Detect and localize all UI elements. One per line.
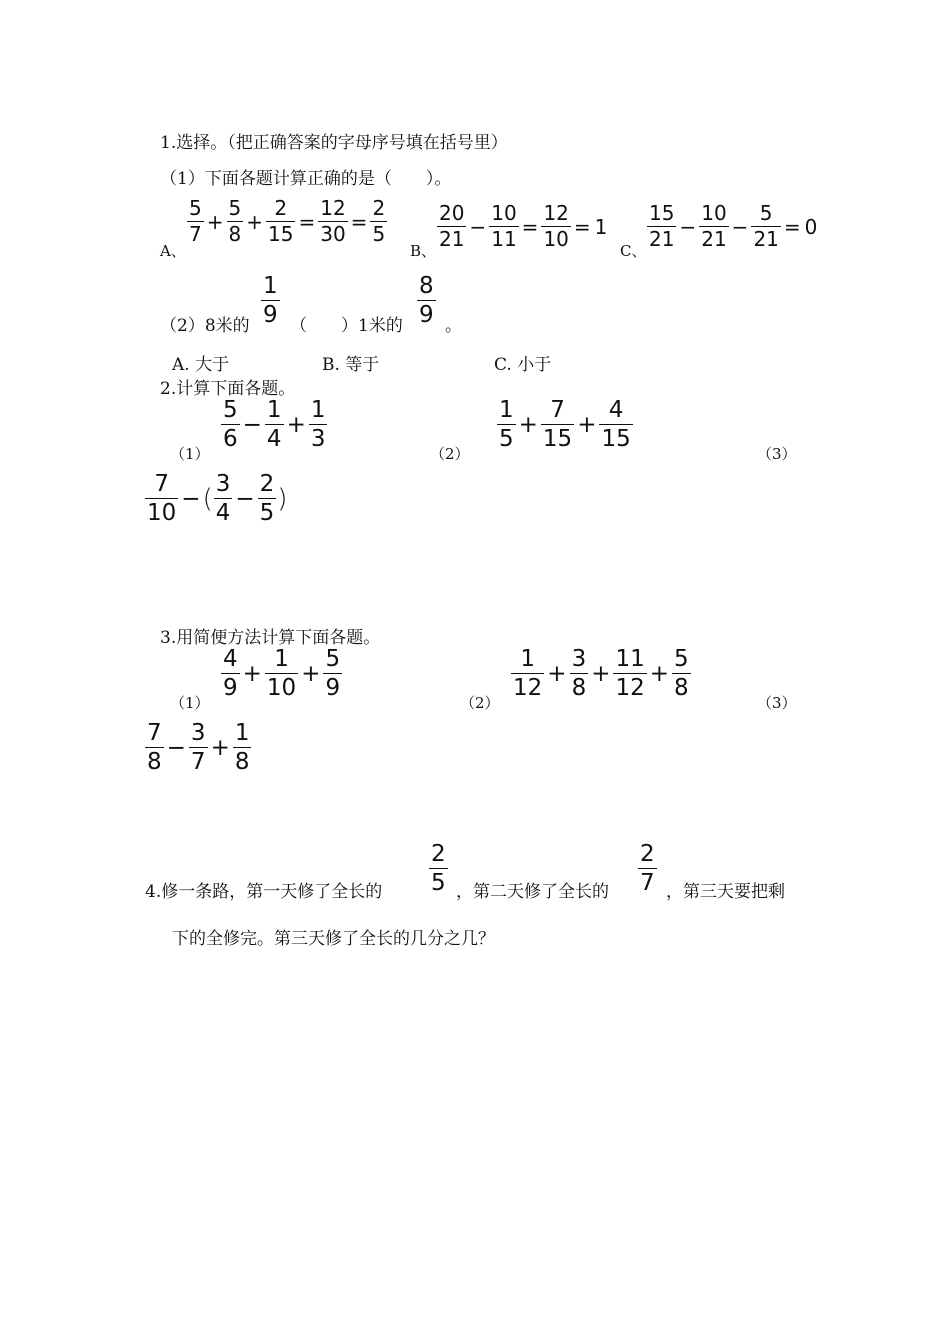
fraction: $\frac{11}{12}$ — [615, 646, 645, 702]
operator: + — [206, 209, 224, 234]
q1-option-b-letter: B、 — [410, 242, 437, 260]
fraction: $\frac{4}{15}$ — [601, 397, 631, 453]
q3-expression-2 — [510, 647, 692, 700]
fraction: $\frac{2}{5}$ — [431, 841, 446, 897]
fraction: $\frac{5}{8}$ — [674, 646, 689, 702]
fraction: $\frac{20}{21}$ — [439, 201, 465, 251]
fraction: $\frac{1}{9}$ — [263, 273, 278, 329]
fraction: $\frac{3}{4}$ — [215, 471, 231, 527]
operator: − — [469, 214, 487, 239]
fraction: $\frac{12}{30}$ — [320, 196, 346, 246]
fraction: $\frac{15}{21}$ — [649, 201, 675, 251]
q4-fraction-2 — [637, 842, 658, 895]
fraction: $\frac{1}{8}$ — [234, 720, 250, 776]
q2-label-1: （1） — [170, 445, 210, 463]
fraction: $\frac{3}{8}$ — [571, 646, 587, 702]
q3-label-3: （3） — [757, 694, 797, 712]
q1-sub2-choice-c: C. 小于 — [494, 355, 552, 375]
q4-text-part-3: ，第三天要把剩 — [666, 882, 785, 902]
operator: + — [246, 209, 263, 234]
result-value: 1 — [594, 214, 608, 239]
q1-sub2-middle: （ ）1米的 — [290, 316, 403, 336]
q4-text-part-2: ，第二天修了全长的 — [456, 882, 609, 902]
operator: = — [573, 214, 591, 239]
q3-expression-3 — [144, 721, 252, 774]
fraction: $\frac{5}{6}$ — [223, 397, 238, 453]
q1-option-a-expression — [186, 198, 388, 245]
operator: = — [521, 214, 539, 239]
q2-expression-2 — [496, 398, 634, 451]
operator: − — [181, 485, 201, 512]
q1-sub2-prefix: （2）8米的 — [160, 316, 250, 336]
fraction: $\frac{10}{11}$ — [491, 201, 517, 251]
fraction: $\frac{5}{21}$ — [753, 201, 779, 251]
q2-label-3: （3） — [757, 445, 797, 463]
right-parenthesis: ) — [277, 483, 288, 514]
operator: = — [350, 209, 368, 234]
fraction: $\frac{2}{7}$ — [640, 841, 655, 897]
operator: − — [731, 214, 749, 239]
q2-label-2: （2） — [430, 445, 470, 463]
fraction: $\frac{8}{9}$ — [419, 273, 434, 329]
fraction: $\frac{1}{5}$ — [499, 397, 514, 453]
fraction: $\frac{1}{10}$ — [266, 646, 297, 702]
operator: + — [301, 660, 321, 687]
operator: − — [166, 734, 186, 761]
operator: + — [518, 411, 538, 438]
fraction: $\frac{5}{7}$ — [189, 196, 202, 246]
q3-expression-1 — [220, 647, 343, 700]
fraction: $\frac{7}{8}$ — [147, 720, 162, 776]
operator: + — [547, 660, 567, 687]
fraction: $\frac{3}{7}$ — [190, 720, 206, 776]
fraction: $\frac{12}{10}$ — [543, 201, 569, 251]
fraction: $\frac{10}{21}$ — [701, 201, 727, 251]
operator: + — [210, 734, 230, 761]
q2-title: 2.计算下面各题。 — [160, 379, 296, 399]
operator: − — [679, 214, 697, 239]
q1-option-c-letter: C、 — [620, 242, 647, 260]
fraction: $\frac{5}{9}$ — [325, 646, 341, 702]
q4-fraction-1 — [428, 842, 449, 895]
fraction: $\frac{1}{3}$ — [310, 397, 326, 453]
fraction: $\frac{1}{4}$ — [266, 397, 282, 453]
fraction: $\frac{2}{5}$ — [372, 196, 386, 246]
fraction: $\frac{2}{5}$ — [259, 471, 275, 527]
q2-expression-1 — [220, 398, 328, 451]
q1-sub2-choice-b: B. 等于 — [322, 355, 380, 375]
operator: + — [649, 660, 670, 687]
q4-text-part-1: 4.修一条路，第一天修了全长的 — [145, 882, 383, 902]
q3-label-2: （2） — [460, 694, 500, 712]
fraction: $\frac{1}{12}$ — [513, 646, 543, 702]
fraction: $\frac{4}{9}$ — [223, 646, 238, 702]
q1-sub1-label: （1）下面各题计算正确的是（ ）。 — [160, 169, 452, 189]
fraction: $\frac{2}{15}$ — [268, 196, 294, 246]
q1-title: 1.选择。（把正确答案的字母序号填在括号里） — [160, 133, 508, 153]
operator: = — [298, 209, 316, 234]
q3-label-1: （1） — [170, 694, 210, 712]
operator: + — [286, 411, 306, 438]
operator: − — [242, 411, 262, 438]
operator: + — [242, 660, 262, 687]
q1-sub2-suffix: 。 — [445, 316, 462, 336]
left-parenthesis: ( — [202, 483, 213, 514]
q1-sub2-fraction-1 — [260, 274, 281, 327]
operator: + — [577, 411, 597, 438]
fraction: $\frac{5}{8}$ — [228, 196, 242, 246]
q1-sub2-fraction-2 — [416, 274, 437, 327]
q3-title: 3.用简便方法计算下面各题。 — [160, 628, 381, 648]
operator: = — [783, 214, 801, 239]
q2-expression-3 — [144, 472, 287, 525]
q1-sub2-choice-a: A. 大于 — [172, 355, 230, 375]
result-value: 0 — [804, 214, 818, 239]
fraction: $\frac{7}{10}$ — [147, 471, 177, 527]
q1-option-c-expression — [646, 203, 819, 250]
q4-text-line-2: 下的全修完。第三天修了全长的几分之几？ — [172, 929, 495, 949]
q1-option-a-letter: A、 — [160, 242, 186, 260]
fraction: $\frac{7}{15}$ — [542, 397, 573, 453]
q1-option-b-expression — [436, 203, 609, 250]
operator: + — [591, 660, 611, 687]
operator: − — [235, 485, 255, 512]
